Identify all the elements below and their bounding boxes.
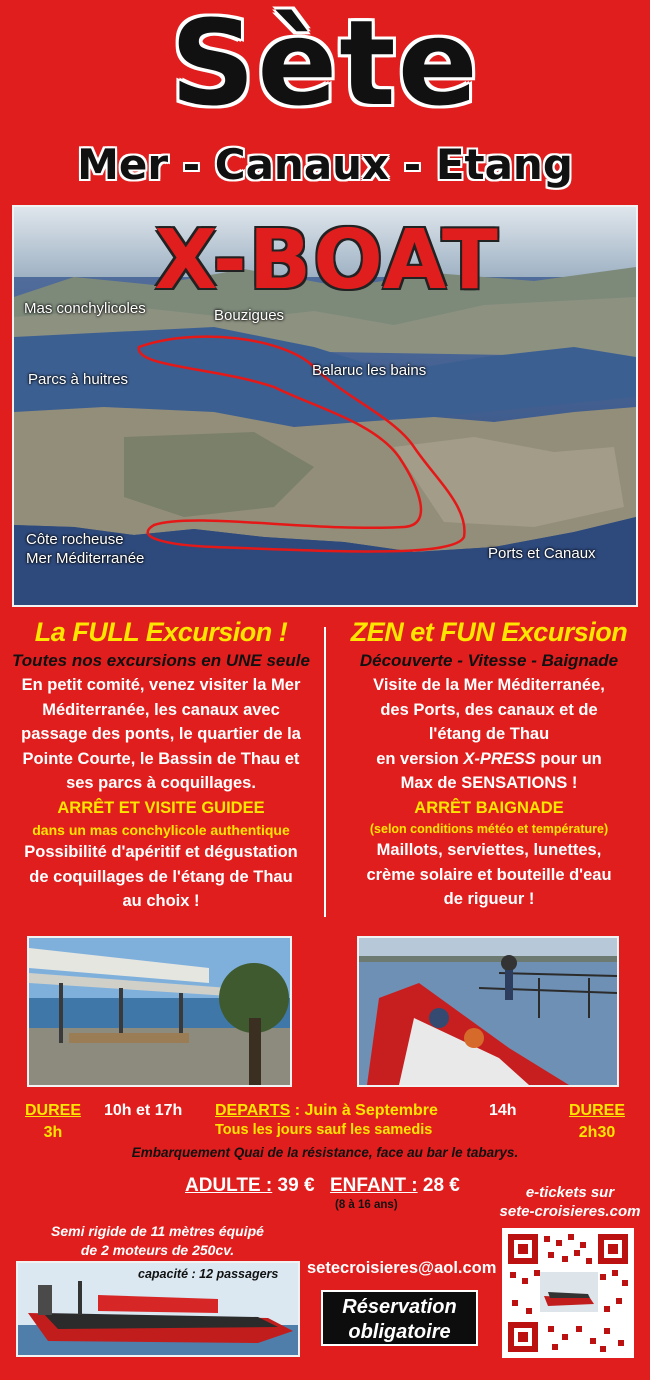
contact-email[interactable]: setecroisieres@aol.com <box>307 1259 497 1277</box>
full-stop-detail: dans un mas conchylicole authentique <box>32 822 290 838</box>
boat-description: Semi rigide de 11 mètres équipé de 2 moteurs de 250cv. <box>51 1223 264 1258</box>
zen-excursion-subtitle: Découverte - Vitesse - Baignade <box>359 651 619 670</box>
zen-stop-title: ARRÊT BAIGNADE <box>414 798 564 817</box>
full-excursion-subtitle: Toutes nos excursions en UNE seule <box>12 651 310 670</box>
map-label-ports: Ports et Canaux <box>488 545 596 562</box>
boat-photo <box>16 1261 300 1357</box>
price-adult: ADULTE : 39 € <box>185 1175 315 1196</box>
column-divider <box>324 627 326 917</box>
price-child: ENFANT : 28 € <box>330 1175 460 1196</box>
map-label-balaruc: Balaruc les bains <box>312 362 427 379</box>
duree-value-full: 3h <box>43 1124 63 1141</box>
page-title: Sète <box>170 0 480 132</box>
oyster-farm-drawing <box>29 938 290 1085</box>
map-label-bouzigues: Bouzigues <box>214 307 285 324</box>
zen-excursion-body: Visite de la Mer Méditerranée, des Ports, des canaux et de l'étang de Thau en version X-PRESS pour un Max de SENSATIONS ! <box>373 676 605 792</box>
map-label-mas: Mas conchylicoles <box>24 300 146 317</box>
map-label-cote: Côte rocheuse Mer Méditerranée <box>26 531 145 567</box>
reservation-badge: Réservation obligatoire <box>321 1290 478 1346</box>
zen-stop-detail: (selon conditions météo et température) <box>369 822 609 836</box>
brand-logo: X-BOAT <box>154 213 500 308</box>
zen-excursion-title: ZEN et FUN Excursion <box>350 617 628 647</box>
departs: DEPARTS : Juin à Septembre <box>215 1102 438 1119</box>
map-label-parcs: Parcs à huitres <box>28 371 129 388</box>
aerial-map-photo <box>12 205 638 607</box>
departs-days: Tous les jours sauf les samedis <box>215 1122 433 1138</box>
speedboat-photo <box>357 936 619 1087</box>
full-stop-title: ARRÊT ET VISITE GUIDEE <box>57 798 265 817</box>
duree-label-full: DUREE <box>24 1102 81 1119</box>
boat-capacity: capacité : 12 passagers <box>138 1267 279 1281</box>
price-child-ages: (8 à 16 ans) <box>335 1199 398 1211</box>
zen-extra: Maillots, serviettes, lunettes, crème solaire et bouteille d'eau de rigueur ! <box>366 841 612 908</box>
full-excursion-section <box>5 617 317 914</box>
duree-label-zen: DUREE <box>568 1102 625 1119</box>
time-zen: 14h <box>489 1102 517 1119</box>
oyster-farm-photo <box>27 936 292 1087</box>
speedboat-drawing <box>359 938 617 1085</box>
page-subtitle: Mer - Canaux - Etang <box>77 140 573 189</box>
qr-code[interactable] <box>502 1228 634 1358</box>
full-excursion-title: La FULL Excursion ! <box>34 617 288 647</box>
embarquement-info: Embarquement Quai de la résistance, face au bar le tabarys. <box>131 1145 519 1160</box>
qr-code-drawing <box>504 1230 632 1356</box>
eticket-info: e-tickets sur sete-croisieres.com <box>499 1184 641 1220</box>
full-excursion-body: En petit comité, venez visiter la Mer Méditerranée, les canaux avec passage des ponts, le quartier de la Pointe Courte, le Bassin de Thau et ses parcs à coquillages. <box>21 676 301 792</box>
duree-value-zen: 2h30 <box>578 1124 616 1141</box>
time-full: 10h et 17h <box>104 1102 183 1119</box>
zen-excursion-section <box>333 617 645 912</box>
full-extra: Possibilité d'apéritif et dégustation de coquillages de l'étang de Thau au choix ! <box>24 843 298 910</box>
